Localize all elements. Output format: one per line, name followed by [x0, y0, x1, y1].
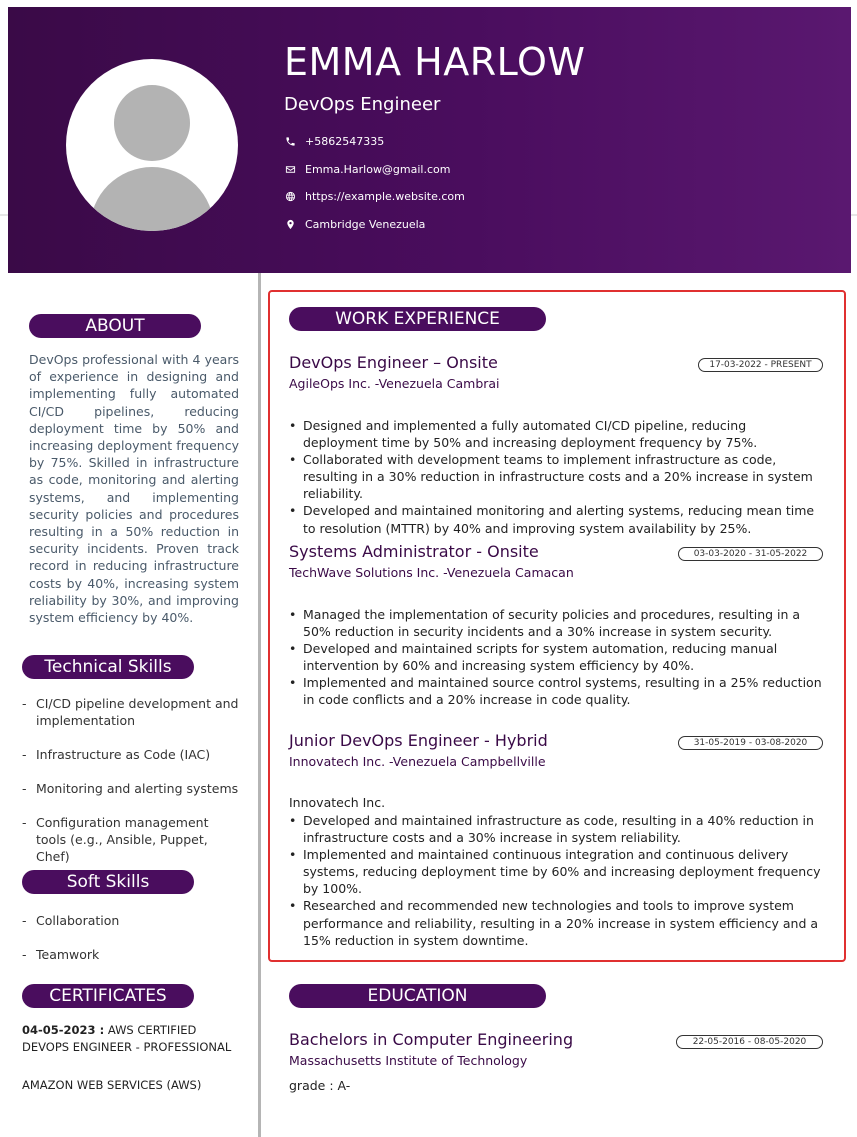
soft-skills-list: [22, 912, 242, 963]
degree-title: Bachelors in Computer Engineering: [289, 1030, 574, 1049]
about-text: DevOps professional with 4 years of experience in designing and implementing fully automated CI/CD pipelines, reducing deployment time by 50% and increasing deployment frequency by 75%. Skilled in infrastructure as code, monitoring and alerting systems, and implementing security policies and procedures resulting in a 50% reduction in security incidents. Proven track record in reducing infrastructure costs by 40%, increasing system reliability by 30%, and improving system efficiency by 40%.: [29, 352, 239, 626]
contact-website: [284, 190, 465, 203]
job-title: Systems Administrator - Onsite: [289, 542, 539, 561]
contact-location-text: Cambridge Venezuela: [305, 218, 426, 231]
list-item: • Developed and maintained monitoring and alerting systems, reducing mean time to resolution (MTTR) by 40% and improving system availability by 25%.: [289, 502, 824, 536]
job-dates: 31-05-2019 - 03-08-2020: [678, 736, 823, 750]
phone-icon: [284, 136, 296, 148]
job-dates: 17-03-2022 - PRESENT: [698, 358, 823, 372]
list-item: - Teamwork: [22, 946, 242, 963]
list-item: - Collaboration: [22, 912, 242, 929]
contact-website-text[interactable]: https://example.website.com: [305, 190, 465, 203]
education-heading: EDUCATION: [289, 984, 546, 1008]
contact-email: [284, 163, 450, 176]
globe-icon: [284, 191, 296, 203]
certificate-issuer: AMAZON WEB SERVICES (AWS): [22, 1078, 202, 1092]
certificate-date: 04-05-2023 :: [22, 1023, 105, 1037]
technical-skills-heading: Technical Skills: [22, 655, 194, 679]
grade-text: grade : A-: [289, 1078, 351, 1093]
avatar: [66, 59, 238, 231]
job-title: Junior DevOps Engineer - Hybrid: [289, 731, 548, 750]
column-divider: [258, 273, 261, 1137]
avatar-head-shape: [114, 85, 190, 161]
list-item: • Developed and maintained scripts for system automation, reducing manual intervention by 60% and increasing system efficiency by 40%.: [289, 640, 824, 674]
list-item: • Designed and implemented a fully automated CI/CD pipeline, reducing deployment time by 50% and increasing deployment frequency by 75%.: [289, 417, 824, 451]
work-experience-heading: WORK EXPERIENCE: [289, 307, 546, 331]
list-item: • Implemented and maintained continuous integration and continuous delivery systems, reducing deployment time by 60% and increasing deployment frequency by 100%.: [289, 846, 824, 897]
certificate-entry: [22, 1022, 247, 1056]
avatar-body-shape: [90, 167, 214, 231]
about-heading: ABOUT: [29, 314, 201, 338]
email-icon: [284, 164, 296, 176]
education-dates: 22-05-2016 - 08-05-2020: [676, 1035, 823, 1049]
list-item: • Researched and recommended new technologies and tools to improve system performance and reliability, resulting in a 20% increase in system efficiency and a 15% reduction in system downtime.: [289, 897, 824, 948]
job-bullets: [289, 606, 824, 709]
job-company: AgileOps Inc. -Venezuela Cambrai: [289, 376, 500, 391]
certificate-name: AWS CERTIFIED DEVOPS ENGINEER - PROFESSIONAL: [22, 1023, 232, 1054]
contact-phone: [284, 135, 384, 148]
list-item: - Monitoring and alerting systems: [22, 780, 242, 797]
soft-skills-heading: Soft Skills: [22, 870, 194, 894]
contact-email-text[interactable]: Emma.Harlow@gmail.com: [305, 163, 451, 176]
list-item: • Implemented and maintained source control systems, resulting in a 25% reduction in code conflicts and a 20% increase in code quality.: [289, 674, 824, 708]
candidate-name: EMMA HARLOW: [284, 40, 586, 84]
candidate-role: DevOps Engineer: [284, 94, 441, 115]
job-bullets: [289, 417, 824, 537]
job-intro-text: Innovatech Inc.: [289, 795, 386, 810]
list-item: • Collaborated with development teams to implement infrastructure as code, resulting in a 30% reduction in infrastructure costs and a 20% increase in system reliability.: [289, 451, 824, 502]
job-title: DevOps Engineer – Onsite: [289, 353, 498, 372]
contact-location: [284, 218, 425, 231]
job-company: TechWave Solutions Inc. -Venezuela Camacan: [289, 565, 574, 580]
list-item: - CI/CD pipeline development and implementation: [22, 695, 242, 729]
technical-skills-list: [22, 695, 242, 865]
job-bullets: [289, 812, 824, 949]
list-item: - Configuration management tools (e.g., Ansible, Puppet, Chef): [22, 814, 242, 865]
location-pin-icon: [284, 219, 296, 231]
school-name: Massachusetts Institute of Technology: [289, 1053, 528, 1068]
certificates-heading: CERTIFICATES: [22, 984, 194, 1008]
list-item: • Developed and maintained infrastructure as code, resulting in a 40% reduction in infrastructure costs and a 30% increase in system reliability.: [289, 812, 824, 846]
job-company: Innovatech Inc. -Venezuela Campbellville: [289, 754, 546, 769]
list-item: • Managed the implementation of security policies and procedures, resulting in a 50% reduction in security incidents and a 30% increase in system security.: [289, 606, 824, 640]
list-item: - Infrastructure as Code (IAC): [22, 746, 242, 763]
job-dates: 03-03-2020 - 31-05-2022: [678, 547, 823, 561]
contact-phone-text: +5862547335: [305, 135, 385, 148]
